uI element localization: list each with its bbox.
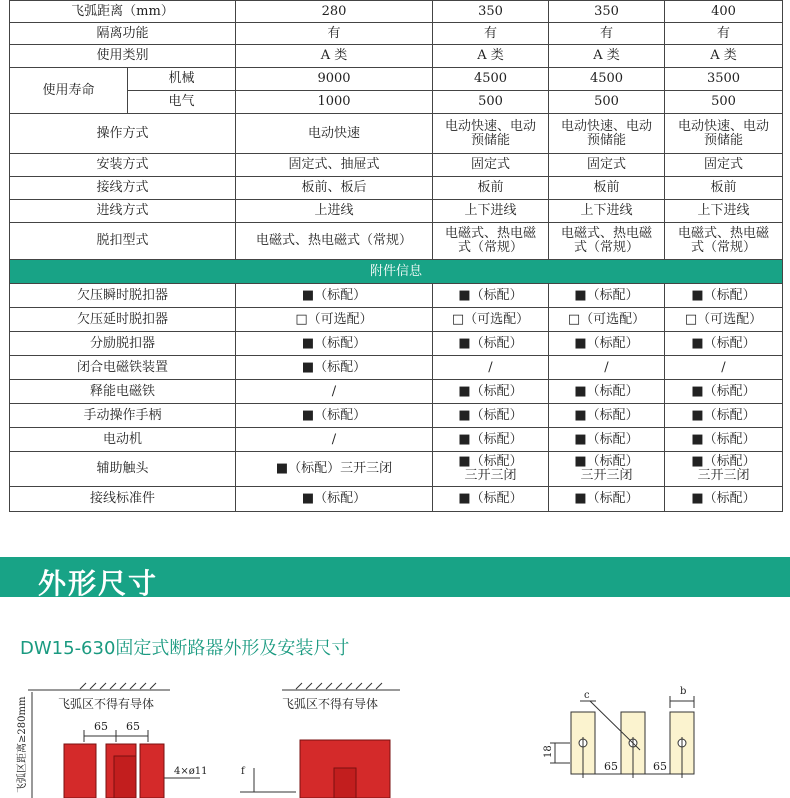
cell: ■（标配） bbox=[665, 284, 783, 308]
section-title: 外形尺寸 bbox=[38, 567, 159, 600]
spec-table bbox=[9, 0, 783, 512]
cell: □（可选配） bbox=[433, 308, 549, 332]
cell: ■（标配） bbox=[236, 487, 433, 512]
cell: A 类 bbox=[236, 45, 433, 68]
cell: 4500 bbox=[549, 68, 665, 91]
table-row bbox=[10, 284, 783, 308]
table-row bbox=[10, 380, 783, 404]
cell: 电动快速 bbox=[236, 114, 433, 154]
arc-zone-left bbox=[28, 683, 170, 690]
cell: ■（标配） bbox=[236, 404, 433, 428]
cell-line: ■（标配） bbox=[458, 454, 523, 469]
cell: 固定式 bbox=[433, 154, 549, 177]
cell-line: 电动快速、电动 bbox=[677, 118, 769, 134]
cell bbox=[433, 452, 549, 487]
table-row bbox=[10, 200, 783, 223]
cell-line: 式（常规） bbox=[573, 240, 639, 255]
cell: 9000 bbox=[236, 68, 433, 91]
cell: ■（标配） bbox=[549, 404, 665, 428]
cell: ■（标配） bbox=[549, 284, 665, 308]
cell: A 类 bbox=[433, 45, 549, 68]
cell: 上下进线 bbox=[549, 200, 665, 223]
cell: 500 bbox=[549, 91, 665, 114]
row-label: 分励脱扣器 bbox=[10, 332, 236, 356]
table-row bbox=[10, 68, 783, 91]
dim-65-d: 65 bbox=[653, 760, 667, 773]
cell: 400 bbox=[665, 1, 783, 23]
cell bbox=[665, 452, 783, 487]
cell: 280 bbox=[236, 1, 433, 23]
table-row bbox=[10, 177, 783, 200]
table-row bbox=[10, 332, 783, 356]
table-row bbox=[10, 452, 783, 487]
cell: 固定式 bbox=[665, 154, 783, 177]
cell-line: ■（标配） bbox=[691, 454, 756, 469]
cell: 4500 bbox=[433, 68, 549, 91]
breaker-body-middle bbox=[300, 740, 390, 798]
cell bbox=[549, 452, 665, 487]
cell: ■（标配） bbox=[665, 380, 783, 404]
row-label: 操作方式 bbox=[10, 114, 236, 154]
cell-line: 式（常规） bbox=[457, 240, 523, 255]
cell: ■（标配） bbox=[433, 428, 549, 452]
cell: ■（标配） bbox=[433, 284, 549, 308]
cell: 上下进线 bbox=[433, 200, 549, 223]
row-label: 使用类别 bbox=[10, 45, 236, 68]
cell-line: 电磁式、热电磁 bbox=[677, 226, 769, 241]
table-row bbox=[10, 114, 783, 154]
dim-65-c: 65 bbox=[604, 760, 618, 773]
cell-line: 电动快速、电动 bbox=[444, 118, 536, 134]
cell: ■（标配） bbox=[236, 332, 433, 356]
row-label: 手动操作手柄 bbox=[10, 404, 236, 428]
cell: ■（标配） bbox=[549, 428, 665, 452]
cell-line: 式（常规） bbox=[690, 240, 756, 255]
hole-note: 4×ø11 bbox=[174, 766, 208, 777]
cell-line: 预储能 bbox=[703, 132, 743, 148]
cell: / bbox=[433, 356, 549, 380]
sub-label: 机械 bbox=[128, 68, 236, 91]
cell: ■（标配） bbox=[665, 404, 783, 428]
table-row bbox=[10, 404, 783, 428]
cell: ■（标配） bbox=[549, 380, 665, 404]
cell: / bbox=[236, 428, 433, 452]
cell bbox=[433, 114, 549, 154]
row-label: 使用寿命 bbox=[10, 68, 128, 114]
cell: 3500 bbox=[665, 68, 783, 91]
cell: 有 bbox=[236, 23, 433, 45]
table-row bbox=[10, 428, 783, 452]
cell: 有 bbox=[549, 23, 665, 45]
cell: ■（标配） bbox=[665, 332, 783, 356]
arc-zone-middle bbox=[282, 683, 400, 690]
cell: □（可选配） bbox=[665, 308, 783, 332]
cell bbox=[549, 114, 665, 154]
table-row bbox=[10, 356, 783, 380]
row-label: 安装方式 bbox=[10, 154, 236, 177]
table-row bbox=[10, 260, 783, 284]
cell: 电磁式、热电磁式（常规） bbox=[236, 223, 433, 260]
table-row bbox=[10, 154, 783, 177]
cell-line: 三开三闭 bbox=[697, 468, 750, 483]
cell: 上下进线 bbox=[665, 200, 783, 223]
no-conductor-label-left: 飞弧区不得有导体 bbox=[58, 697, 155, 711]
table-row bbox=[10, 1, 783, 23]
breaker-body-left bbox=[64, 744, 164, 798]
cell-line: ■（标配） bbox=[574, 454, 639, 469]
table-row bbox=[10, 223, 783, 260]
cell: ■（标配） bbox=[549, 332, 665, 356]
cell: 500 bbox=[665, 91, 783, 114]
cell: ■（标配） bbox=[433, 487, 549, 512]
dimension-drawing bbox=[0, 668, 790, 798]
cell bbox=[549, 223, 665, 260]
cell: 500 bbox=[433, 91, 549, 114]
terminals bbox=[550, 696, 694, 778]
cell-line: 电磁式、热电磁 bbox=[444, 226, 536, 241]
f-label: f bbox=[241, 766, 245, 777]
cell: ■（标配） bbox=[433, 404, 549, 428]
table-row bbox=[10, 23, 783, 45]
cell: ■（标配）三开三闭 bbox=[236, 452, 433, 487]
dim-65-a: 65 bbox=[94, 720, 108, 733]
cell: / bbox=[549, 356, 665, 380]
cell: ■（标配） bbox=[433, 332, 549, 356]
accessory-section-header: 附件信息 bbox=[10, 260, 783, 284]
row-label: 释能电磁铁 bbox=[10, 380, 236, 404]
cell: 固定式、抽屉式 bbox=[236, 154, 433, 177]
row-label: 接线标准件 bbox=[10, 487, 236, 512]
cell: / bbox=[236, 380, 433, 404]
cell-line: 三开三闭 bbox=[464, 468, 517, 483]
row-label: 隔离功能 bbox=[10, 23, 236, 45]
row-label: 辅助触头 bbox=[10, 452, 236, 487]
dim-65-b: 65 bbox=[126, 720, 140, 733]
row-label: 欠压瞬时脱扣器 bbox=[10, 284, 236, 308]
row-label: 电动机 bbox=[10, 428, 236, 452]
cell: 350 bbox=[549, 1, 665, 23]
cell: 板前 bbox=[665, 177, 783, 200]
cell bbox=[433, 223, 549, 260]
drawing-subtitle: DW15-630固定式断路器外形及安装尺寸 bbox=[20, 638, 350, 659]
sub-label: 电气 bbox=[128, 91, 236, 114]
cell: 上进线 bbox=[236, 200, 433, 223]
cell: 固定式 bbox=[549, 154, 665, 177]
table-row bbox=[10, 45, 783, 68]
cell-line: 预储能 bbox=[470, 132, 510, 148]
cell: ■（标配） bbox=[236, 284, 433, 308]
cell: ■（标配） bbox=[236, 356, 433, 380]
cell: 板前、板后 bbox=[236, 177, 433, 200]
cell: 板前 bbox=[433, 177, 549, 200]
cell-line: 三开三闭 bbox=[580, 468, 633, 483]
cell: □（可选配） bbox=[236, 308, 433, 332]
no-conductor-label-middle: 飞弧区不得有导体 bbox=[282, 697, 379, 711]
cell-line: 电磁式、热电磁 bbox=[560, 226, 652, 241]
c-label: c bbox=[584, 690, 590, 701]
cell: 1000 bbox=[236, 91, 433, 114]
b-label: b bbox=[680, 686, 687, 697]
dim-18: 18 bbox=[543, 745, 554, 758]
row-label: 欠压延时脱扣器 bbox=[10, 308, 236, 332]
cell bbox=[665, 114, 783, 154]
cell: 有 bbox=[433, 23, 549, 45]
row-label: 飞弧距离（mm） bbox=[10, 1, 236, 23]
row-label: 闭合电磁铁装置 bbox=[10, 356, 236, 380]
cell: 有 bbox=[665, 23, 783, 45]
cell-line: 预储能 bbox=[586, 132, 626, 148]
cell: 板前 bbox=[549, 177, 665, 200]
cell: A 类 bbox=[549, 45, 665, 68]
cell: A 类 bbox=[665, 45, 783, 68]
cell bbox=[665, 223, 783, 260]
cell-line: 电动快速、电动 bbox=[560, 118, 652, 134]
table-row bbox=[10, 487, 783, 512]
row-label: 脱扣型式 bbox=[10, 223, 236, 260]
cell: ■（标配） bbox=[549, 487, 665, 512]
cell: ■（标配） bbox=[665, 428, 783, 452]
cell: ■（标配） bbox=[665, 487, 783, 512]
cell: ■（标配） bbox=[433, 380, 549, 404]
table-row bbox=[10, 308, 783, 332]
cell: / bbox=[665, 356, 783, 380]
cell: □（可选配） bbox=[549, 308, 665, 332]
cell: 350 bbox=[433, 1, 549, 23]
row-label: 接线方式 bbox=[10, 177, 236, 200]
row-label: 进线方式 bbox=[10, 200, 236, 223]
arc-distance-vertical-note: 飞弧区距离≥280mm bbox=[17, 696, 28, 793]
